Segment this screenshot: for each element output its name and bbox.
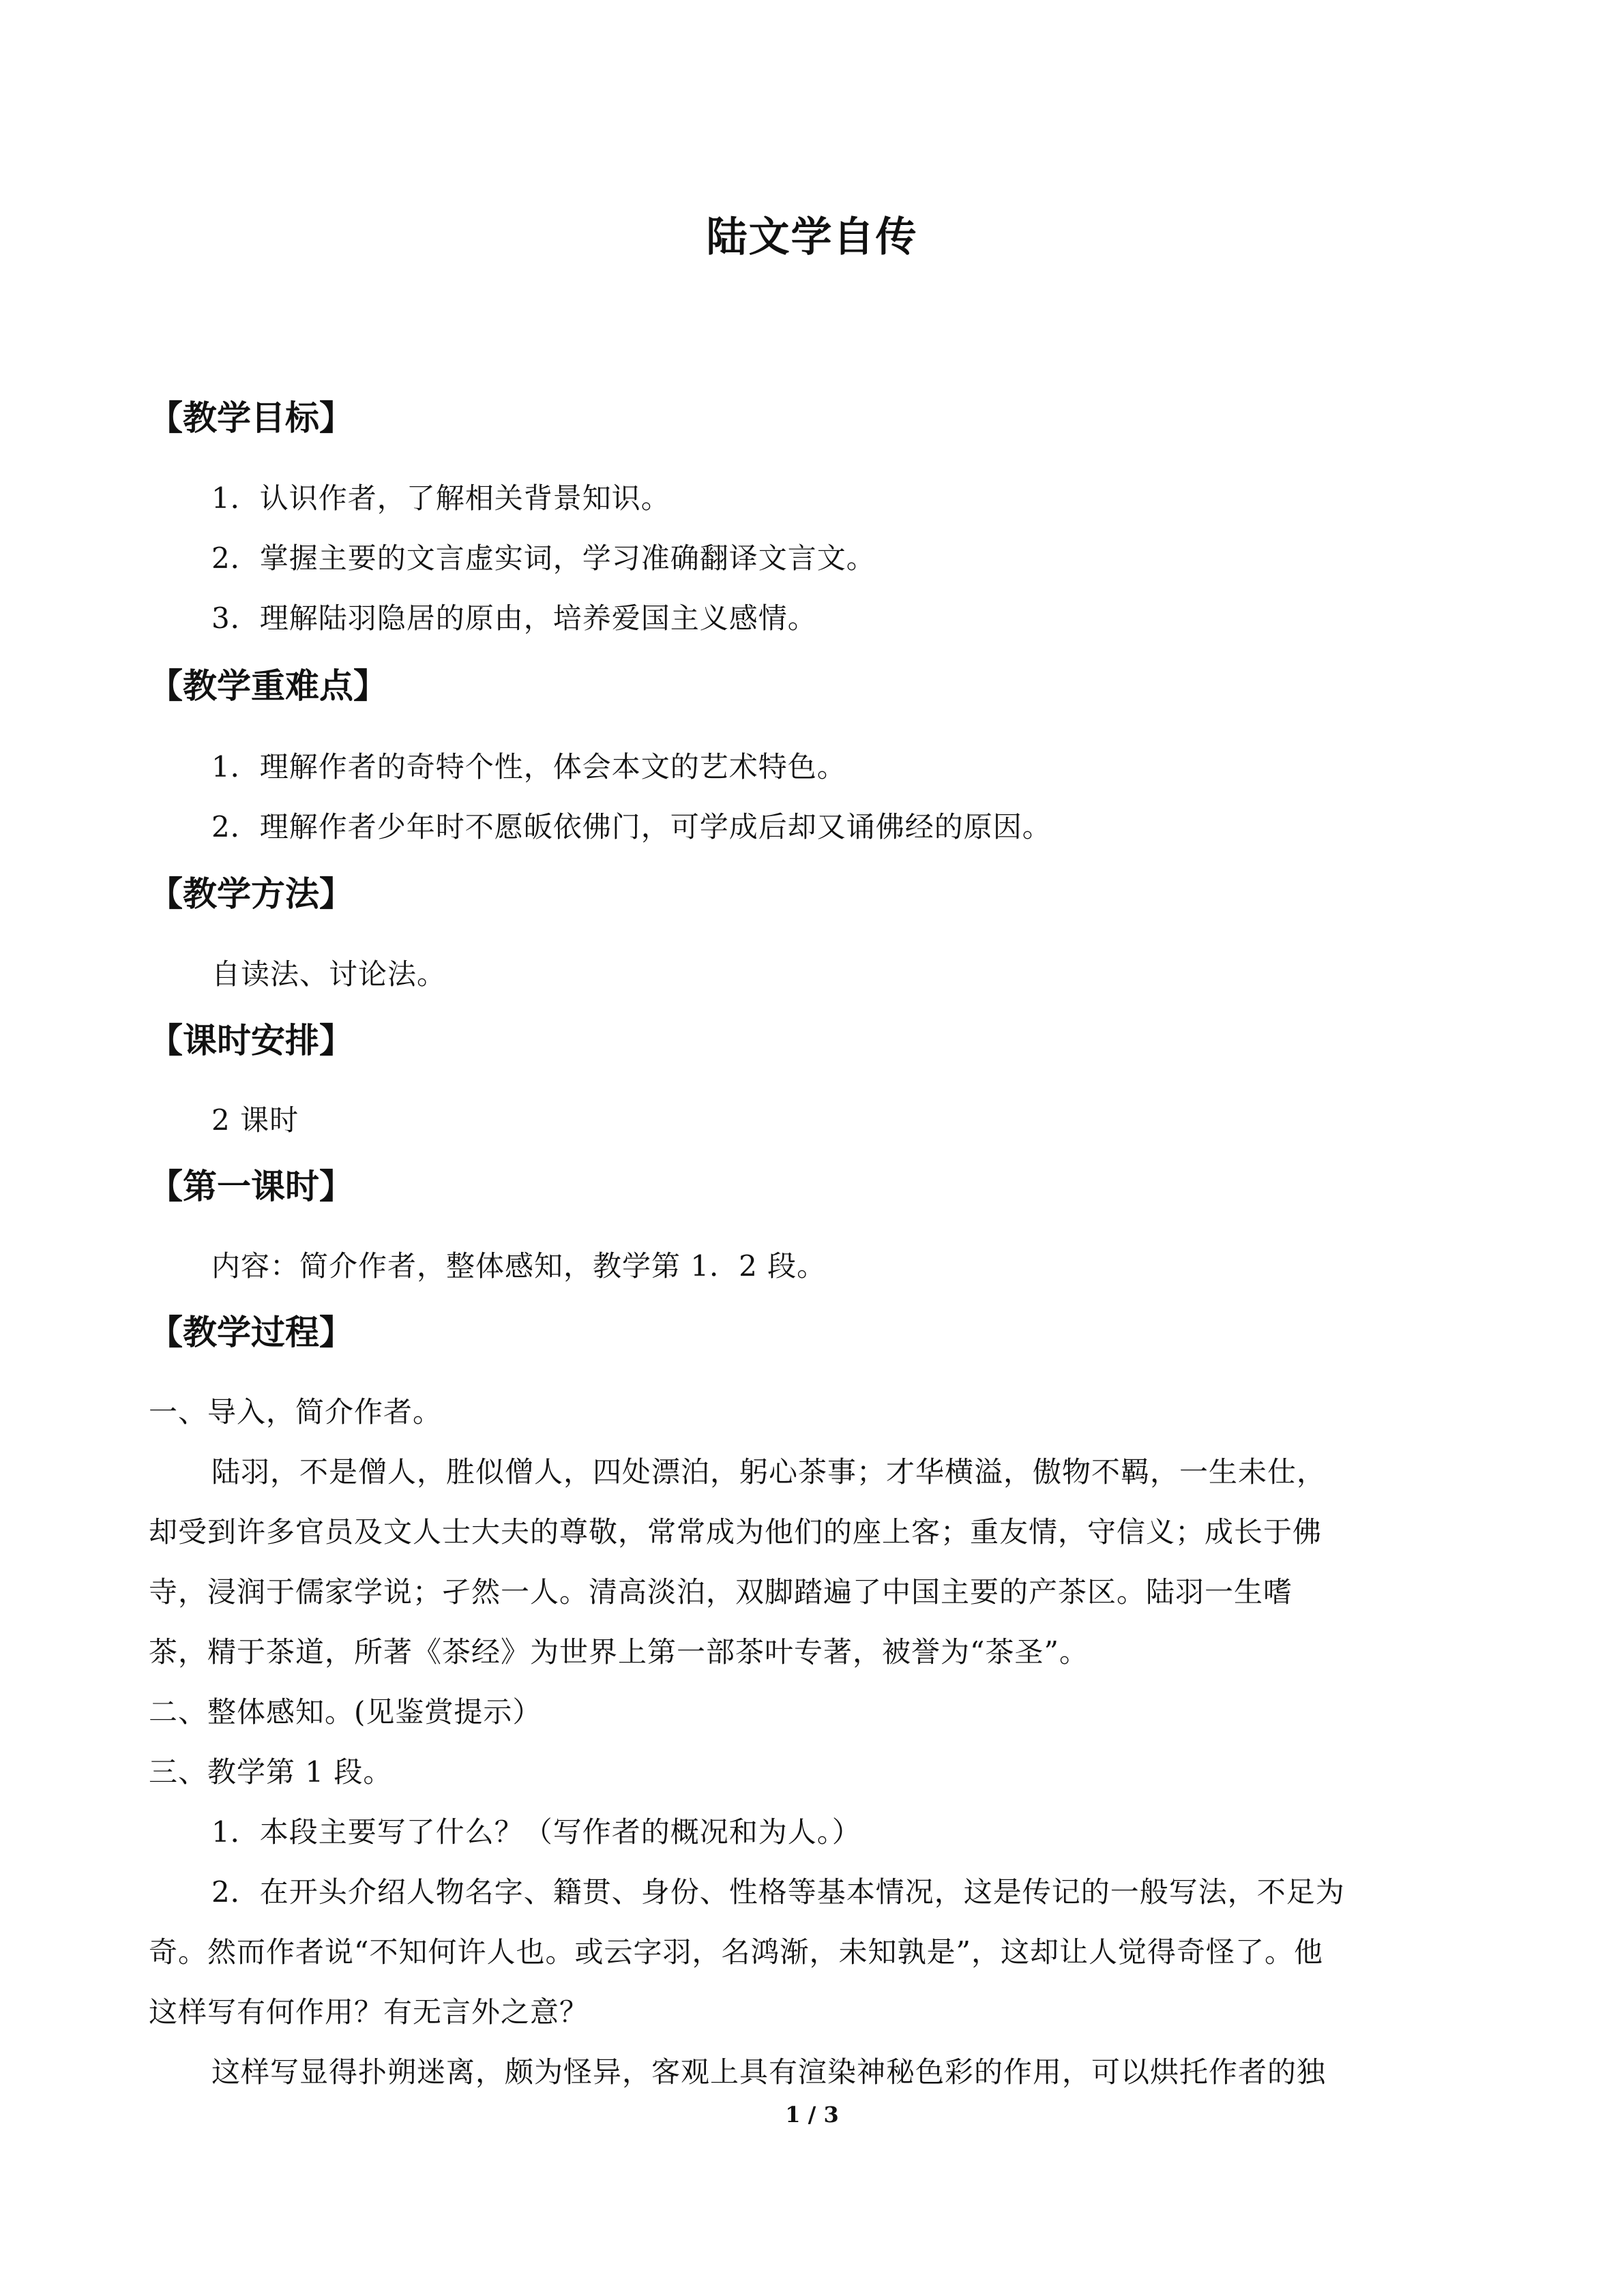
question-2-line-2: 奇。然而作者说“不知何许人也。或云字羽，名鸿渐，未知孰是”，这却让人觉得奇怪了。他: [149, 1935, 1323, 1969]
process-heading: 【教学过程】: [149, 1313, 353, 1352]
first-lesson-heading: 【第一课时】: [149, 1167, 353, 1206]
first-lesson-text: 内容：简介作者，整体感知，教学第 1．2 段。: [211, 1249, 827, 1283]
question-2-line-1: 2．在开头介绍人物名字、籍贯、身份、性格等基本情况，这是传记的一般写法，不足为: [211, 1875, 1345, 1909]
document-title: 陆文学自传: [706, 213, 918, 261]
goal-item-1: 1．认识作者，了解相关背景知识。: [211, 481, 670, 515]
key-point-item-2: 2．理解作者少年时不愿皈依佛门，可学成后却又诵佛经的原因。: [211, 810, 1052, 844]
step-1-title: 一、导入，简介作者。: [149, 1395, 443, 1429]
goals-heading: 【教学目标】: [149, 398, 353, 438]
intro-line-3: 寺，浸润于儒家学说；孑然一人。清高淡泊，双脚踏遍了中国主要的产茶区。陆羽一生嗜: [149, 1575, 1293, 1609]
step-3-title: 三、教学第 1 段。: [149, 1755, 393, 1789]
schedule-heading: 【课时安排】: [149, 1021, 353, 1060]
key-point-item-1: 1．理解作者的奇特个性，体会本文的艺术特色。: [211, 750, 846, 784]
page-indicator: 1 / 3: [785, 2102, 839, 2128]
methods-heading: 【教学方法】: [149, 874, 353, 914]
methods-text: 自读法、讨论法。: [211, 957, 447, 991]
question-2-line-3: 这样写有何作用？有无言外之意？: [149, 1995, 589, 2029]
schedule-text: 2 课时: [211, 1103, 299, 1137]
intro-line-2: 却受到许多官员及文人士大夫的尊敬，常常成为他们的座上客；重友情，守信义；成长于佛: [149, 1515, 1323, 1549]
goal-item-3: 3．理解陆羽隐居的原由，培养爱国主义感情。: [211, 601, 817, 635]
intro-line-1: 陆羽，不是僧人，胜似僧人，四处漂泊，躬心茶事；才华横溢，傲物不羁，一生未仕，: [211, 1455, 1327, 1489]
answer-line: 这样写显得扑朔迷离，颇为怪异，客观上具有渲染神秘色彩的作用，可以烘托作者的独: [211, 2055, 1327, 2089]
intro-line-4: 茶，精于茶道，所著《茶经》为世界上第一部茶叶专著，被誉为“茶圣”。: [149, 1635, 1089, 1669]
key-points-heading: 【教学重难点】: [149, 666, 387, 706]
step-2-title: 二、整体感知。(见鉴赏提示）: [149, 1695, 542, 1729]
goal-item-2: 2．掌握主要的文言虚实词，学习准确翻译文言文。: [211, 541, 876, 575]
question-1: 1．本段主要写了什么？（写作者的概况和为人。）: [211, 1815, 861, 1849]
